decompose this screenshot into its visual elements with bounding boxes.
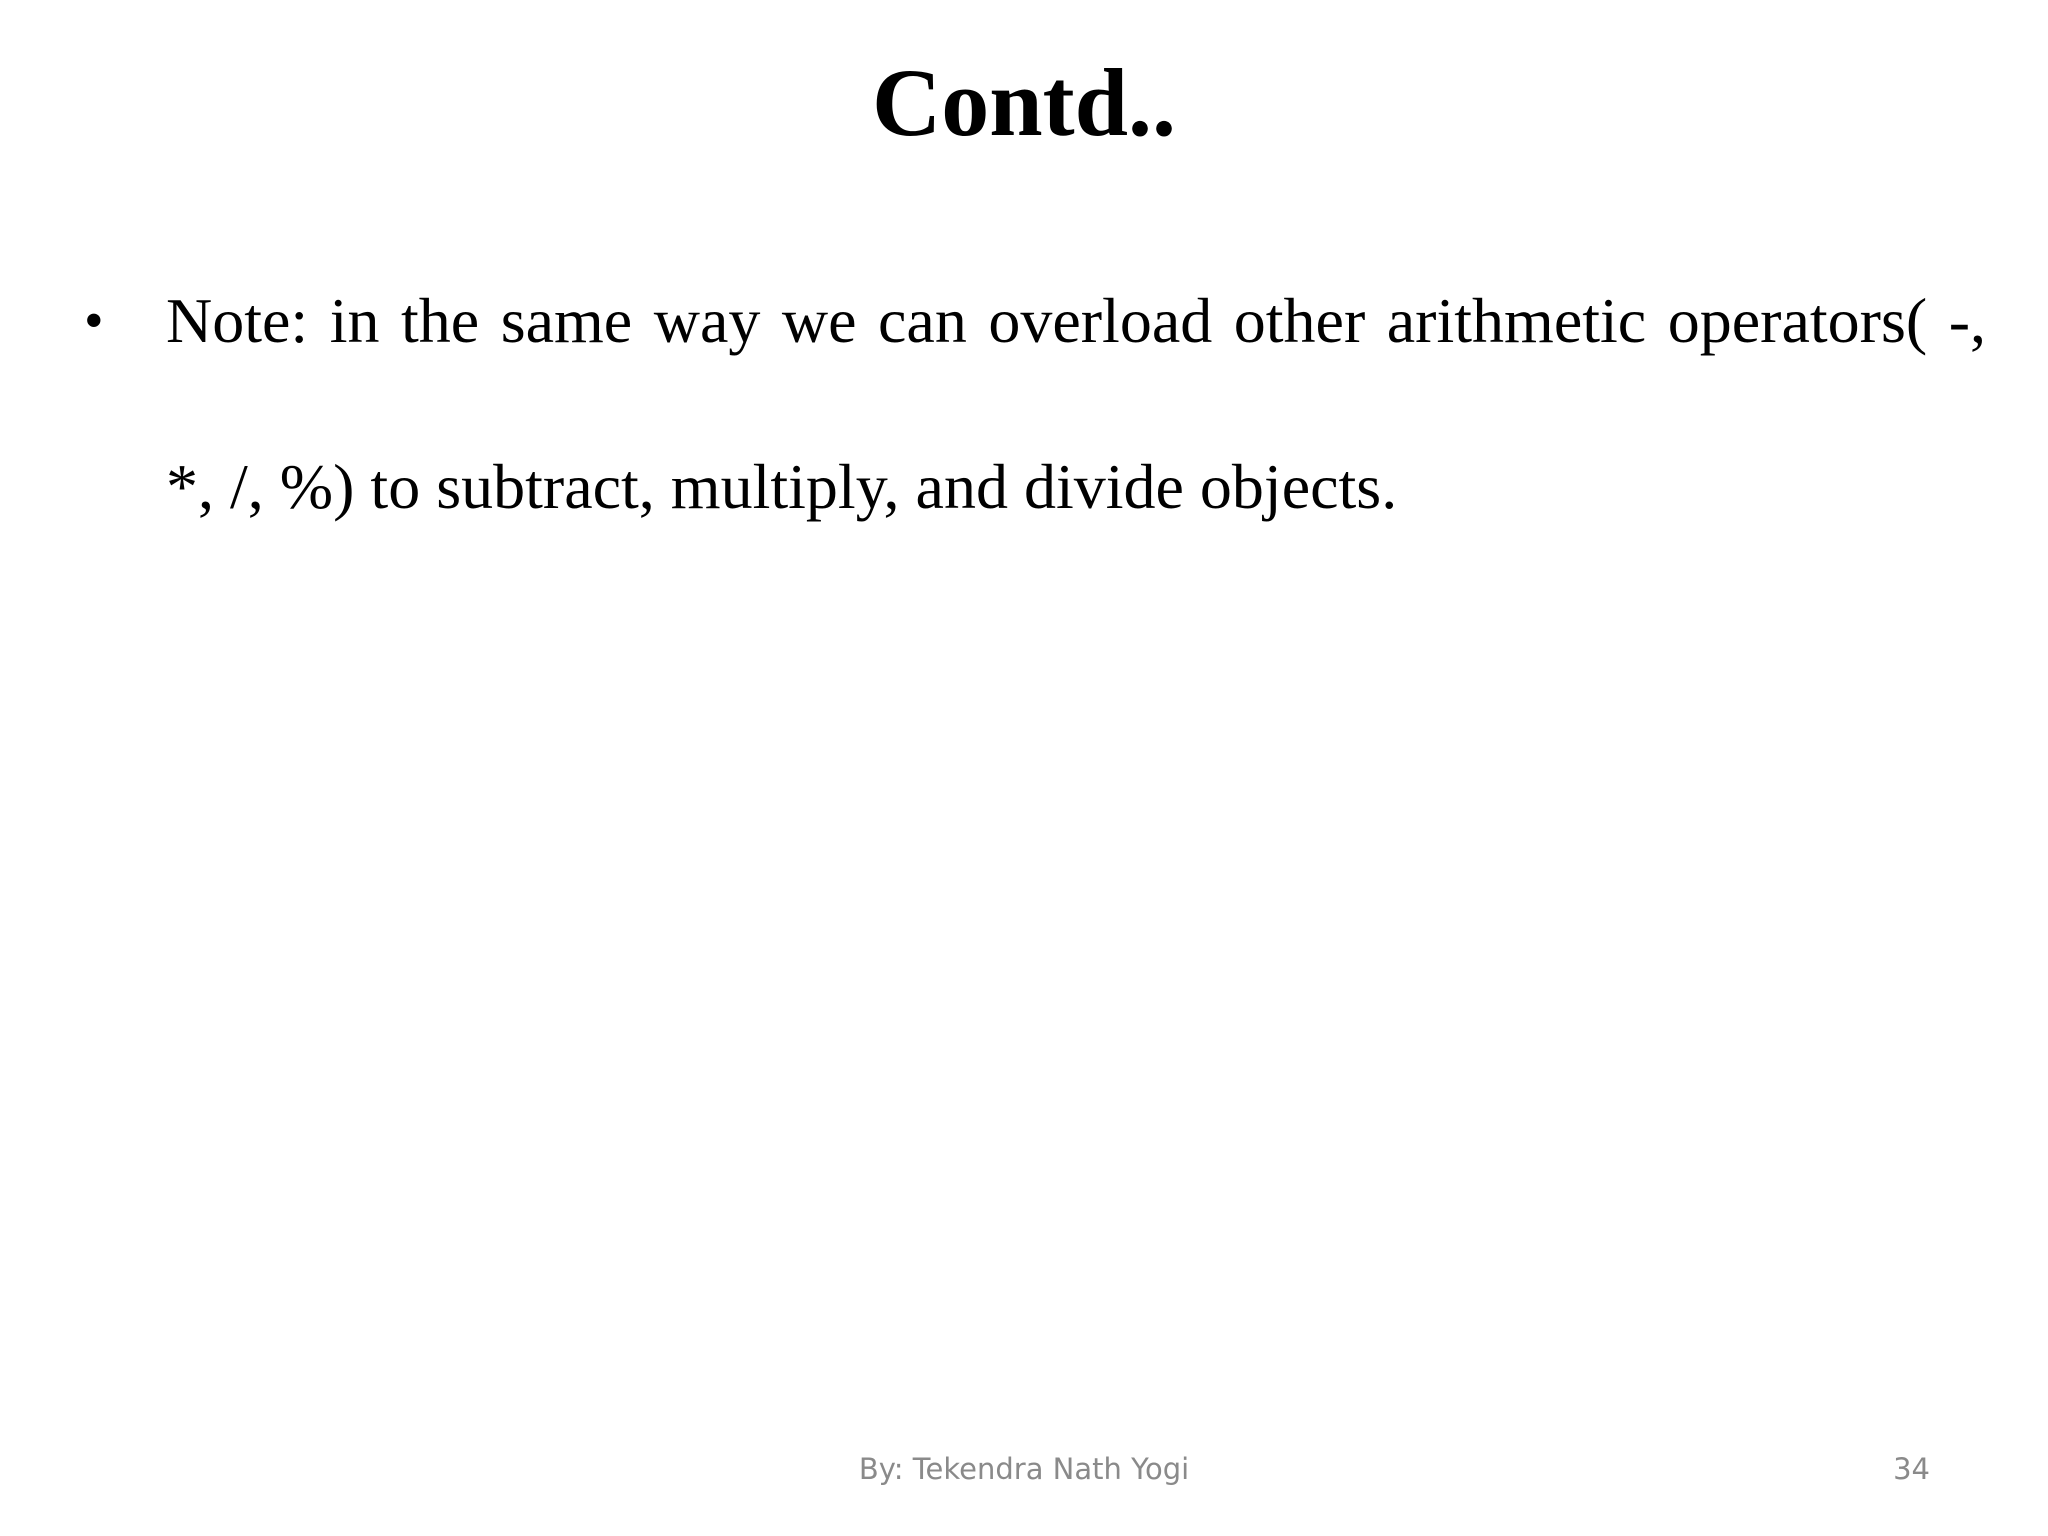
bullet-list xyxy=(84,238,1986,570)
page-number: 34 xyxy=(1893,1452,1930,1486)
bullet-dot-icon: • xyxy=(84,290,104,352)
bullet-text: Note: in the same way we can overload other arithmetic operators( -, *, /, %) to subtract, multiply, and divide objects. xyxy=(166,285,1986,522)
slide-title: Contd.. xyxy=(871,49,1177,156)
bullet-item xyxy=(84,238,1986,570)
footer-author: By: Tekendra Nath Yogi xyxy=(858,1452,1190,1486)
